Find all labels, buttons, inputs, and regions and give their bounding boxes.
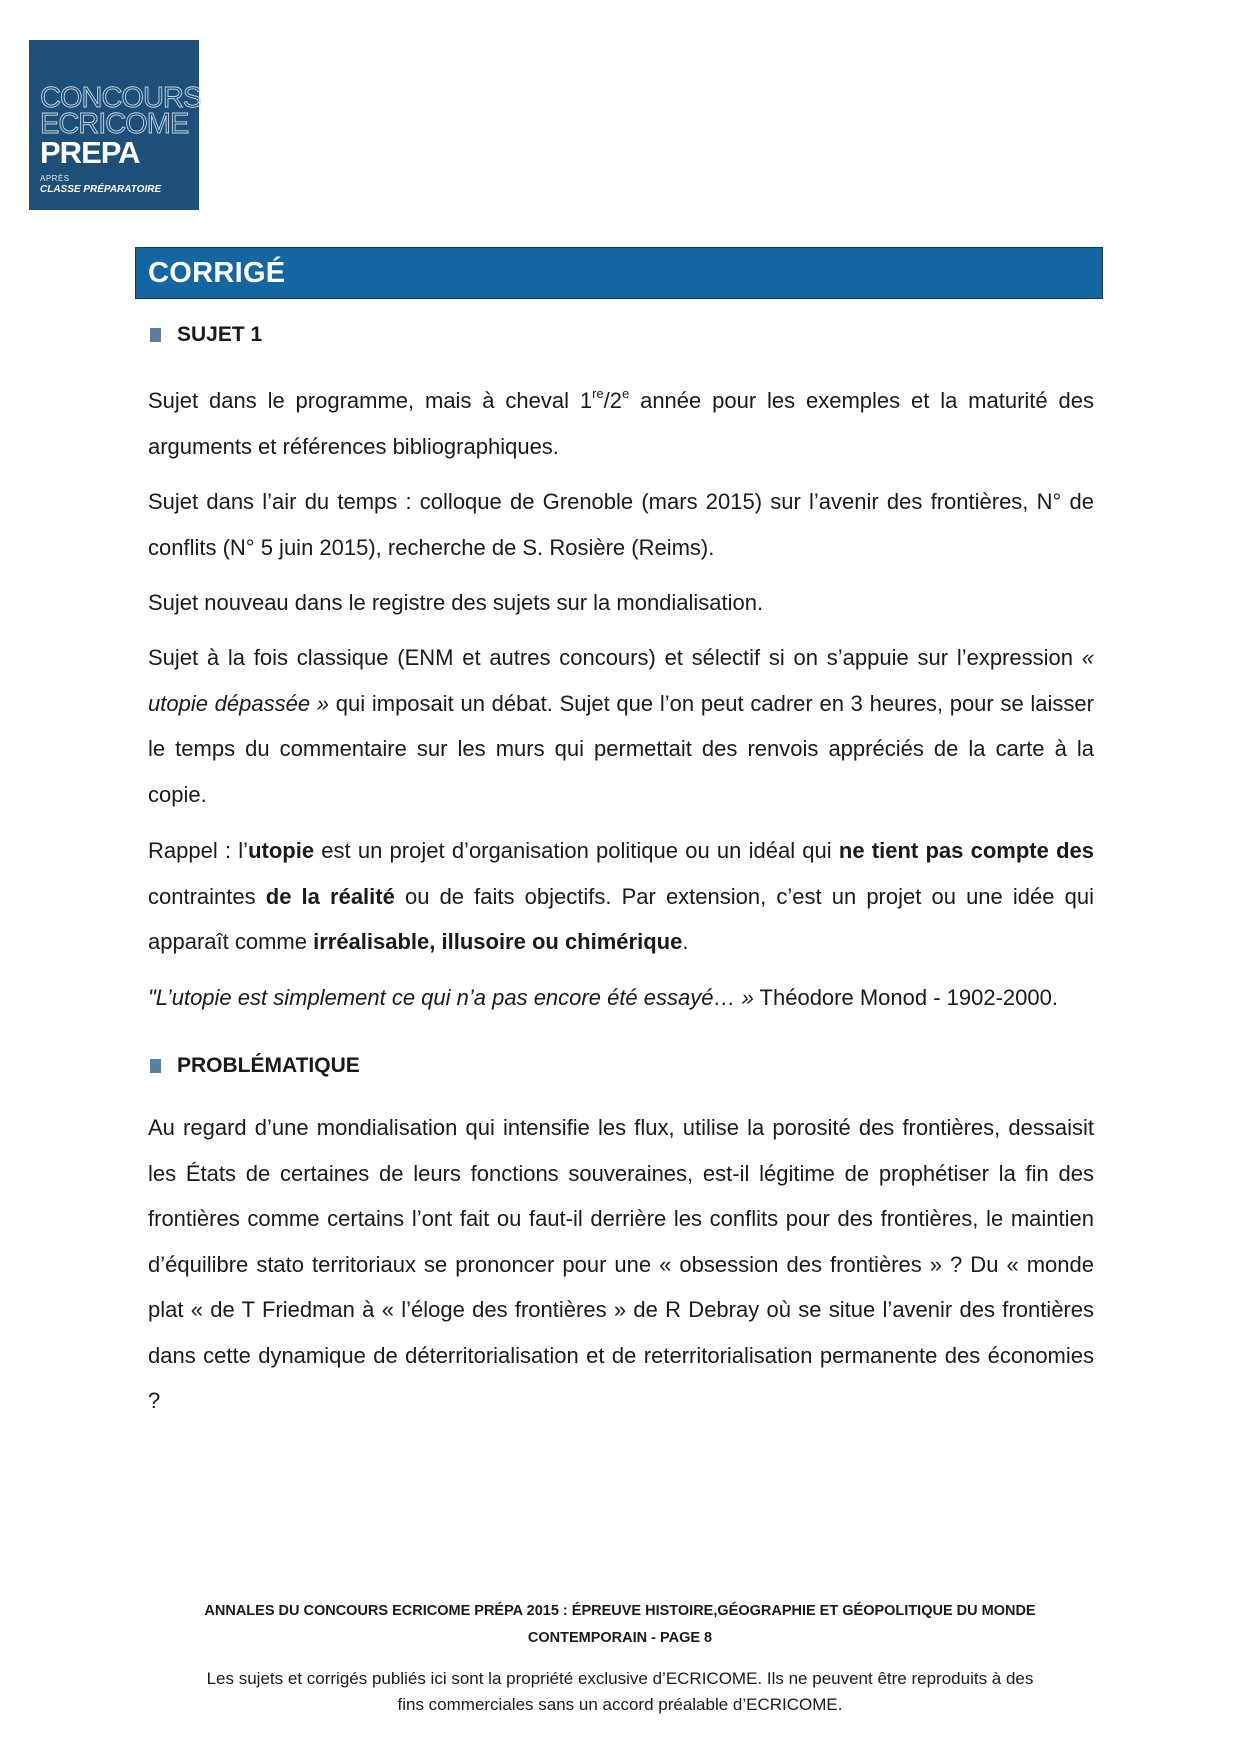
text-run: Théodore Monod - 1902-2000. — [753, 985, 1058, 1010]
footer-note-line: fins commerciales sans un accord préalable d’ECRICOME. — [397, 1695, 843, 1714]
paragraph-programme — [148, 378, 1094, 469]
footer-copyright — [120, 1666, 1120, 1718]
text-run: ou de faits objectifs. Par extension, c’est un projet ou une idée qui apparaît comme — [148, 883, 1094, 954]
square-bullet-icon — [150, 328, 161, 342]
superscript: e — [622, 385, 630, 401]
square-bullet-icon — [150, 1059, 161, 1073]
section-heading-sujet1 — [150, 320, 262, 350]
logo-line-apres: APRÈS — [40, 174, 70, 183]
paragraph-rappel-utopie — [148, 828, 1094, 965]
ecricome-logo — [29, 40, 202, 210]
footer-title — [120, 1598, 1120, 1652]
corrige-banner — [135, 247, 1103, 299]
superscript: re — [592, 385, 604, 401]
text-run: Sujet dans le programme, mais à cheval 1 — [148, 388, 593, 413]
text-run: contraintes — [148, 883, 266, 909]
bold-term: irréalisable, illusoire ou chimérique — [313, 929, 683, 954]
section-heading-problematique — [150, 1051, 360, 1081]
text-run: Rappel : l’ — [148, 838, 249, 863]
text-run: . — [682, 929, 689, 954]
logo-line-classe: CLASSE PRÉPARATOIRE — [40, 184, 162, 195]
bold-term: ne tient pas compte des — [838, 838, 1094, 863]
text-run: année pour les exemples et la maturité des arguments et références bibliographiques. — [148, 388, 1094, 459]
italic-quote: « utopie dépassée » — [148, 645, 1094, 716]
logo-line-concours: CONCOURS — [40, 82, 202, 114]
bold-term: de la réalité — [265, 883, 395, 909]
bold-term: utopie — [248, 838, 315, 863]
text-run: /2 — [603, 388, 622, 413]
italic-quote: "L’utopie est simplement ce qui n’a pas encore été essayé… » — [148, 985, 754, 1010]
footer-note-line: Les sujets et corrigés publiés ici sont la propriété exclusive d’ECRICOME. Ils ne peuvent être reproduits à des — [206, 1669, 1034, 1688]
text-run: est un projet d’organisation politique ou un idéal qui — [314, 838, 839, 863]
text-run: Sujet à la fois classique (ENM et autres concours) et sélectif si on s’appuie sur l’expression — [148, 645, 1082, 670]
paragraph-air-du-temps: Sujet dans l’air du temps : colloque de Grenoble (mars 2015) sur l’avenir des frontières, N° de conflits (N° 5 juin 2015), recherche de S. Rosière (Reims). — [148, 489, 1094, 560]
banner-title: CORRIGÉ — [148, 257, 286, 289]
section-heading-label: SUJET 1 — [177, 323, 263, 346]
quote-monod — [148, 975, 1094, 1021]
text-run: qui imposait un débat. Sujet que l’on peut cadrer en 3 heures, pour se laisser le temps du commentaire sur les murs qui permettait des renvois appréciés de la carte à la copie. — [148, 690, 1094, 807]
paragraph-nouveau: Sujet nouveau dans le registre des sujets sur la mondialisation. — [148, 590, 764, 615]
paragraph-problematique: Au regard d’une mondialisation qui intensifie les flux, utilise la porosité des frontières, dessaisit les États de certaines de leurs fonctions souveraines, est-il légitime de prophétiser la fin des frontières comme certains l’ont fait ou faut-il derrière les conflits pour des frontières, le maintien d’équilibre stato territoriaux se prononcer pour une « obsession des frontières » ? Du « monde plat « de T Friedman à « l’éloge des frontières » de R Debray où se situe l’avenir des frontières dans cette dynamique de déterritorialisation et de reterritorialisation permanente des économies ? — [148, 1115, 1094, 1413]
logo-line-ecricome: ECRICOME — [40, 108, 189, 140]
logo-line-prepa: PREPA — [40, 135, 140, 170]
paragraph-classique — [148, 635, 1094, 817]
footer-title-line: ANNALES DU CONCOURS ECRICOME PRÉPA 2015 : ÉPREUVE HISTOIRE,GÉOGRAPHIE ET GÉOPOLITIQUE DU MONDE — [204, 1603, 1036, 1619]
footer-title-line: CONTEMPORAIN - PAGE 8 — [527, 1630, 713, 1646]
section-heading-label: PROBLÉMATIQUE — [177, 1054, 360, 1077]
